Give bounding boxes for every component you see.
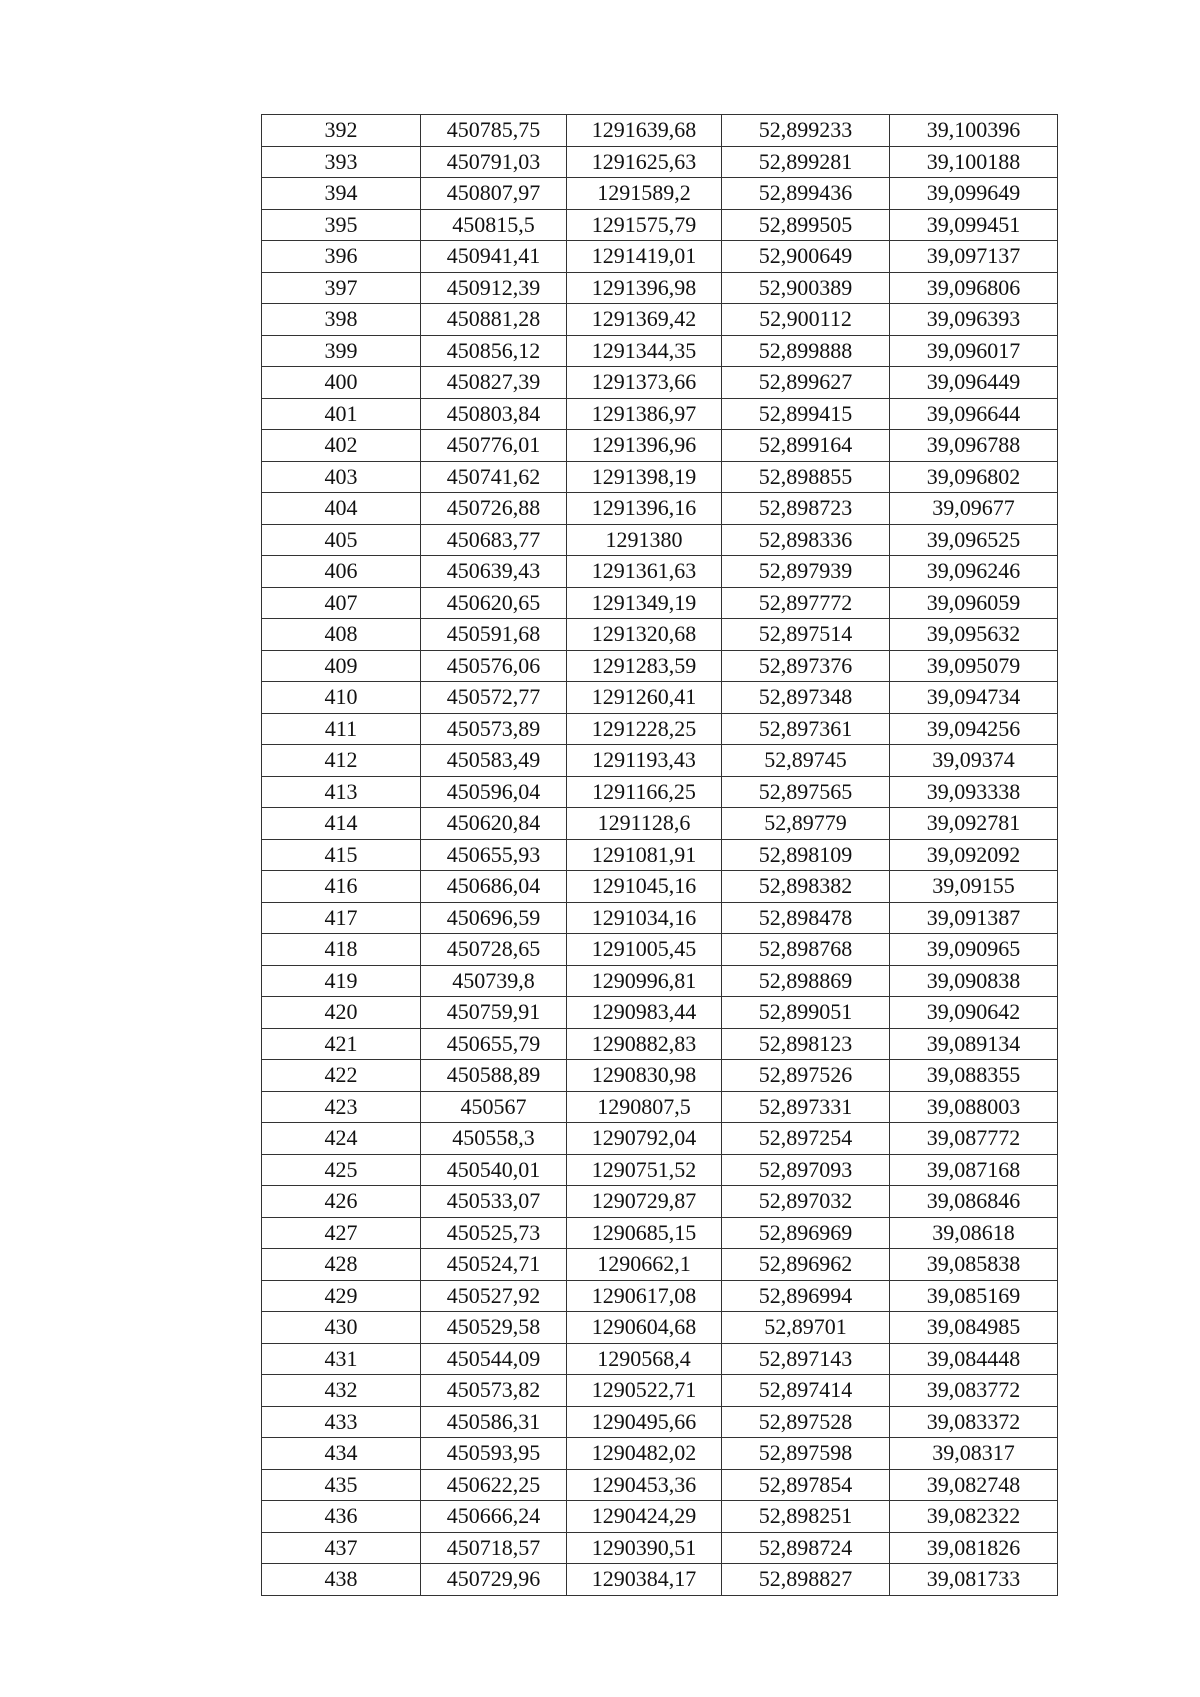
y-coordinate-cell: 1290617,08 — [567, 1280, 722, 1312]
longitude-cell: 39,081733 — [890, 1564, 1058, 1596]
latitude-cell: 52,899888 — [722, 335, 890, 367]
x-coordinate-cell: 450529,58 — [421, 1312, 567, 1344]
point-number-cell: 398 — [262, 304, 421, 336]
latitude-cell: 52,899505 — [722, 209, 890, 241]
latitude-cell: 52,897376 — [722, 650, 890, 682]
point-number-cell: 435 — [262, 1469, 421, 1501]
longitude-cell: 39,096525 — [890, 524, 1058, 556]
longitude-cell: 39,097137 — [890, 241, 1058, 273]
table-row — [262, 997, 1058, 1029]
longitude-cell: 39,095632 — [890, 619, 1058, 651]
point-number-cell: 414 — [262, 808, 421, 840]
point-number-cell: 422 — [262, 1060, 421, 1092]
table-row — [262, 1280, 1058, 1312]
x-coordinate-cell: 450683,77 — [421, 524, 567, 556]
latitude-cell: 52,898123 — [722, 1028, 890, 1060]
x-coordinate-cell: 450558,3 — [421, 1123, 567, 1155]
y-coordinate-cell: 1291034,16 — [567, 902, 722, 934]
point-number-cell: 413 — [262, 776, 421, 808]
x-coordinate-cell: 450596,04 — [421, 776, 567, 808]
x-coordinate-cell: 450620,84 — [421, 808, 567, 840]
point-number-cell: 412 — [262, 745, 421, 777]
longitude-cell: 39,082748 — [890, 1469, 1058, 1501]
latitude-cell: 52,899164 — [722, 430, 890, 462]
table-row — [262, 1154, 1058, 1186]
longitude-cell: 39,087772 — [890, 1123, 1058, 1155]
y-coordinate-cell: 1290604,68 — [567, 1312, 722, 1344]
table-row — [262, 587, 1058, 619]
point-number-cell: 409 — [262, 650, 421, 682]
longitude-cell: 39,087168 — [890, 1154, 1058, 1186]
point-number-cell: 432 — [262, 1375, 421, 1407]
y-coordinate-cell: 1290996,81 — [567, 965, 722, 997]
y-coordinate-cell: 1291380 — [567, 524, 722, 556]
y-coordinate-cell: 1291419,01 — [567, 241, 722, 273]
x-coordinate-cell: 450567 — [421, 1091, 567, 1123]
table-row — [262, 1123, 1058, 1155]
x-coordinate-cell: 450729,96 — [421, 1564, 567, 1596]
longitude-cell: 39,096017 — [890, 335, 1058, 367]
table-row — [262, 272, 1058, 304]
latitude-cell: 52,898723 — [722, 493, 890, 525]
table-row — [262, 1469, 1058, 1501]
x-coordinate-cell: 450827,39 — [421, 367, 567, 399]
point-number-cell: 423 — [262, 1091, 421, 1123]
y-coordinate-cell: 1291639,68 — [567, 115, 722, 147]
longitude-cell: 39,099451 — [890, 209, 1058, 241]
x-coordinate-cell: 450728,65 — [421, 934, 567, 966]
point-number-cell: 393 — [262, 146, 421, 178]
x-coordinate-cell: 450620,65 — [421, 587, 567, 619]
point-number-cell: 404 — [262, 493, 421, 525]
x-coordinate-cell: 450524,71 — [421, 1249, 567, 1281]
latitude-cell: 52,89779 — [722, 808, 890, 840]
longitude-cell: 39,093338 — [890, 776, 1058, 808]
longitude-cell: 39,09155 — [890, 871, 1058, 903]
point-number-cell: 438 — [262, 1564, 421, 1596]
point-number-cell: 419 — [262, 965, 421, 997]
latitude-cell: 52,898336 — [722, 524, 890, 556]
point-number-cell: 399 — [262, 335, 421, 367]
point-number-cell: 437 — [262, 1532, 421, 1564]
latitude-cell: 52,897414 — [722, 1375, 890, 1407]
y-coordinate-cell: 1290384,17 — [567, 1564, 722, 1596]
y-coordinate-cell: 1291349,19 — [567, 587, 722, 619]
x-coordinate-cell: 450586,31 — [421, 1406, 567, 1438]
x-coordinate-cell: 450741,62 — [421, 461, 567, 493]
x-coordinate-cell: 450856,12 — [421, 335, 567, 367]
point-number-cell: 418 — [262, 934, 421, 966]
latitude-cell: 52,89745 — [722, 745, 890, 777]
table-row — [262, 1312, 1058, 1344]
longitude-cell: 39,08618 — [890, 1217, 1058, 1249]
point-number-cell: 430 — [262, 1312, 421, 1344]
y-coordinate-cell: 1291625,63 — [567, 146, 722, 178]
point-number-cell: 401 — [262, 398, 421, 430]
point-number-cell: 415 — [262, 839, 421, 871]
y-coordinate-cell: 1291373,66 — [567, 367, 722, 399]
longitude-cell: 39,09374 — [890, 745, 1058, 777]
longitude-cell: 39,096449 — [890, 367, 1058, 399]
point-number-cell: 396 — [262, 241, 421, 273]
point-number-cell: 421 — [262, 1028, 421, 1060]
latitude-cell: 52,898869 — [722, 965, 890, 997]
latitude-cell: 52,899233 — [722, 115, 890, 147]
y-coordinate-cell: 1291386,97 — [567, 398, 722, 430]
table-row — [262, 367, 1058, 399]
point-number-cell: 402 — [262, 430, 421, 462]
table-row — [262, 902, 1058, 934]
x-coordinate-cell: 450739,8 — [421, 965, 567, 997]
latitude-cell: 52,900649 — [722, 241, 890, 273]
latitude-cell: 52,896994 — [722, 1280, 890, 1312]
y-coordinate-cell: 1291045,16 — [567, 871, 722, 903]
point-number-cell: 434 — [262, 1438, 421, 1470]
x-coordinate-cell: 450588,89 — [421, 1060, 567, 1092]
table-row — [262, 493, 1058, 525]
latitude-cell: 52,897854 — [722, 1469, 890, 1501]
table-row — [262, 1406, 1058, 1438]
y-coordinate-cell: 1290807,5 — [567, 1091, 722, 1123]
latitude-cell: 52,900389 — [722, 272, 890, 304]
table-row — [262, 1060, 1058, 1092]
longitude-cell: 39,08317 — [890, 1438, 1058, 1470]
table-row — [262, 1091, 1058, 1123]
latitude-cell: 52,897143 — [722, 1343, 890, 1375]
y-coordinate-cell: 1290482,02 — [567, 1438, 722, 1470]
latitude-cell: 52,898827 — [722, 1564, 890, 1596]
point-number-cell: 400 — [262, 367, 421, 399]
table-row — [262, 839, 1058, 871]
latitude-cell: 52,896969 — [722, 1217, 890, 1249]
latitude-cell: 52,898768 — [722, 934, 890, 966]
x-coordinate-cell: 450593,95 — [421, 1438, 567, 1470]
table-row — [262, 1564, 1058, 1596]
table-row — [262, 1217, 1058, 1249]
latitude-cell: 52,899415 — [722, 398, 890, 430]
latitude-cell: 52,897093 — [722, 1154, 890, 1186]
longitude-cell: 39,096059 — [890, 587, 1058, 619]
y-coordinate-cell: 1291005,45 — [567, 934, 722, 966]
table-row — [262, 808, 1058, 840]
latitude-cell: 52,897939 — [722, 556, 890, 588]
point-number-cell: 408 — [262, 619, 421, 651]
x-coordinate-cell: 450527,92 — [421, 1280, 567, 1312]
x-coordinate-cell: 450572,77 — [421, 682, 567, 714]
y-coordinate-cell: 1291166,25 — [567, 776, 722, 808]
latitude-cell: 52,898724 — [722, 1532, 890, 1564]
longitude-cell: 39,096802 — [890, 461, 1058, 493]
table-row — [262, 241, 1058, 273]
table-row — [262, 1343, 1058, 1375]
x-coordinate-cell: 450544,09 — [421, 1343, 567, 1375]
latitude-cell: 52,897526 — [722, 1060, 890, 1092]
latitude-cell: 52,898382 — [722, 871, 890, 903]
latitude-cell: 52,899281 — [722, 146, 890, 178]
longitude-cell: 39,094734 — [890, 682, 1058, 714]
latitude-cell: 52,898855 — [722, 461, 890, 493]
table-row — [262, 1375, 1058, 1407]
y-coordinate-cell: 1290685,15 — [567, 1217, 722, 1249]
y-coordinate-cell: 1290751,52 — [567, 1154, 722, 1186]
longitude-cell: 39,092781 — [890, 808, 1058, 840]
y-coordinate-cell: 1291575,79 — [567, 209, 722, 241]
longitude-cell: 39,085169 — [890, 1280, 1058, 1312]
y-coordinate-cell: 1290830,98 — [567, 1060, 722, 1092]
x-coordinate-cell: 450583,49 — [421, 745, 567, 777]
latitude-cell: 52,897598 — [722, 1438, 890, 1470]
y-coordinate-cell: 1291361,63 — [567, 556, 722, 588]
table-row — [262, 1249, 1058, 1281]
y-coordinate-cell: 1290662,1 — [567, 1249, 722, 1281]
y-coordinate-cell: 1291320,68 — [567, 619, 722, 651]
x-coordinate-cell: 450525,73 — [421, 1217, 567, 1249]
point-number-cell: 410 — [262, 682, 421, 714]
longitude-cell: 39,082322 — [890, 1501, 1058, 1533]
latitude-cell: 52,897254 — [722, 1123, 890, 1155]
latitude-cell: 52,89701 — [722, 1312, 890, 1344]
latitude-cell: 52,897772 — [722, 587, 890, 619]
y-coordinate-cell: 1291396,16 — [567, 493, 722, 525]
point-number-cell: 420 — [262, 997, 421, 1029]
table-row — [262, 934, 1058, 966]
y-coordinate-cell: 1290390,51 — [567, 1532, 722, 1564]
point-number-cell: 428 — [262, 1249, 421, 1281]
table-row — [262, 335, 1058, 367]
x-coordinate-cell: 450881,28 — [421, 304, 567, 336]
x-coordinate-cell: 450912,39 — [421, 272, 567, 304]
longitude-cell: 39,090642 — [890, 997, 1058, 1029]
table-row — [262, 745, 1058, 777]
longitude-cell: 39,090838 — [890, 965, 1058, 997]
table-row — [262, 1028, 1058, 1060]
x-coordinate-cell: 450815,5 — [421, 209, 567, 241]
longitude-cell: 39,096393 — [890, 304, 1058, 336]
point-number-cell: 431 — [262, 1343, 421, 1375]
longitude-cell: 39,092092 — [890, 839, 1058, 871]
x-coordinate-cell: 450639,43 — [421, 556, 567, 588]
longitude-cell: 39,089134 — [890, 1028, 1058, 1060]
longitude-cell: 39,100188 — [890, 146, 1058, 178]
table-row — [262, 146, 1058, 178]
table-row — [262, 461, 1058, 493]
point-number-cell: 406 — [262, 556, 421, 588]
y-coordinate-cell: 1291589,2 — [567, 178, 722, 210]
longitude-cell: 39,096246 — [890, 556, 1058, 588]
point-number-cell: 416 — [262, 871, 421, 903]
table-row — [262, 1186, 1058, 1218]
latitude-cell: 52,897331 — [722, 1091, 890, 1123]
longitude-cell: 39,085838 — [890, 1249, 1058, 1281]
longitude-cell: 39,084985 — [890, 1312, 1058, 1344]
longitude-cell: 39,090965 — [890, 934, 1058, 966]
longitude-cell: 39,086846 — [890, 1186, 1058, 1218]
y-coordinate-cell: 1290882,83 — [567, 1028, 722, 1060]
longitude-cell: 39,096806 — [890, 272, 1058, 304]
y-coordinate-cell: 1291396,96 — [567, 430, 722, 462]
x-coordinate-cell: 450785,75 — [421, 115, 567, 147]
point-number-cell: 417 — [262, 902, 421, 934]
y-coordinate-cell: 1290792,04 — [567, 1123, 722, 1155]
coordinates-table — [261, 114, 1058, 1596]
table-row — [262, 650, 1058, 682]
coordinates-table-body — [262, 115, 1058, 1596]
latitude-cell: 52,897032 — [722, 1186, 890, 1218]
table-row — [262, 776, 1058, 808]
longitude-cell: 39,094256 — [890, 713, 1058, 745]
point-number-cell: 395 — [262, 209, 421, 241]
latitude-cell: 52,900112 — [722, 304, 890, 336]
y-coordinate-cell: 1290983,44 — [567, 997, 722, 1029]
latitude-cell: 52,899051 — [722, 997, 890, 1029]
y-coordinate-cell: 1291369,42 — [567, 304, 722, 336]
y-coordinate-cell: 1291396,98 — [567, 272, 722, 304]
table-row — [262, 304, 1058, 336]
point-number-cell: 426 — [262, 1186, 421, 1218]
table-row — [262, 430, 1058, 462]
latitude-cell: 52,897348 — [722, 682, 890, 714]
longitude-cell: 39,100396 — [890, 115, 1058, 147]
table-row — [262, 209, 1058, 241]
point-number-cell: 436 — [262, 1501, 421, 1533]
latitude-cell: 52,897514 — [722, 619, 890, 651]
point-number-cell: 425 — [262, 1154, 421, 1186]
x-coordinate-cell: 450533,07 — [421, 1186, 567, 1218]
table-row — [262, 965, 1058, 997]
point-number-cell: 407 — [262, 587, 421, 619]
x-coordinate-cell: 450696,59 — [421, 902, 567, 934]
y-coordinate-cell: 1291228,25 — [567, 713, 722, 745]
y-coordinate-cell: 1290424,29 — [567, 1501, 722, 1533]
y-coordinate-cell: 1291260,41 — [567, 682, 722, 714]
table-row — [262, 682, 1058, 714]
table-row — [262, 619, 1058, 651]
longitude-cell: 39,096644 — [890, 398, 1058, 430]
point-number-cell: 397 — [262, 272, 421, 304]
latitude-cell: 52,899627 — [722, 367, 890, 399]
table-row — [262, 524, 1058, 556]
longitude-cell: 39,091387 — [890, 902, 1058, 934]
y-coordinate-cell: 1291081,91 — [567, 839, 722, 871]
x-coordinate-cell: 450718,57 — [421, 1532, 567, 1564]
y-coordinate-cell: 1291128,6 — [567, 808, 722, 840]
table-row — [262, 713, 1058, 745]
longitude-cell: 39,09677 — [890, 493, 1058, 525]
latitude-cell: 52,897565 — [722, 776, 890, 808]
latitude-cell: 52,896962 — [722, 1249, 890, 1281]
table-row — [262, 556, 1058, 588]
table-row — [262, 1501, 1058, 1533]
x-coordinate-cell: 450759,91 — [421, 997, 567, 1029]
table-row — [262, 178, 1058, 210]
x-coordinate-cell: 450655,93 — [421, 839, 567, 871]
y-coordinate-cell: 1290729,87 — [567, 1186, 722, 1218]
y-coordinate-cell: 1291344,35 — [567, 335, 722, 367]
latitude-cell: 52,898109 — [722, 839, 890, 871]
longitude-cell: 39,095079 — [890, 650, 1058, 682]
table-row — [262, 1532, 1058, 1564]
point-number-cell: 433 — [262, 1406, 421, 1438]
latitude-cell: 52,897528 — [722, 1406, 890, 1438]
table-row — [262, 871, 1058, 903]
x-coordinate-cell: 450655,79 — [421, 1028, 567, 1060]
longitude-cell: 39,083372 — [890, 1406, 1058, 1438]
latitude-cell: 52,899436 — [722, 178, 890, 210]
longitude-cell: 39,088355 — [890, 1060, 1058, 1092]
x-coordinate-cell: 450622,25 — [421, 1469, 567, 1501]
point-number-cell: 429 — [262, 1280, 421, 1312]
x-coordinate-cell: 450573,89 — [421, 713, 567, 745]
point-number-cell: 392 — [262, 115, 421, 147]
x-coordinate-cell: 450803,84 — [421, 398, 567, 430]
longitude-cell: 39,083772 — [890, 1375, 1058, 1407]
latitude-cell: 52,898478 — [722, 902, 890, 934]
longitude-cell: 39,099649 — [890, 178, 1058, 210]
y-coordinate-cell: 1290568,4 — [567, 1343, 722, 1375]
x-coordinate-cell: 450726,88 — [421, 493, 567, 525]
y-coordinate-cell: 1291398,19 — [567, 461, 722, 493]
x-coordinate-cell: 450591,68 — [421, 619, 567, 651]
point-number-cell: 411 — [262, 713, 421, 745]
point-number-cell: 403 — [262, 461, 421, 493]
x-coordinate-cell: 450791,03 — [421, 146, 567, 178]
longitude-cell: 39,081826 — [890, 1532, 1058, 1564]
x-coordinate-cell: 450576,06 — [421, 650, 567, 682]
table-row — [262, 398, 1058, 430]
point-number-cell: 427 — [262, 1217, 421, 1249]
x-coordinate-cell: 450807,97 — [421, 178, 567, 210]
y-coordinate-cell: 1290453,36 — [567, 1469, 722, 1501]
x-coordinate-cell: 450686,04 — [421, 871, 567, 903]
y-coordinate-cell: 1291193,43 — [567, 745, 722, 777]
point-number-cell: 405 — [262, 524, 421, 556]
point-number-cell: 424 — [262, 1123, 421, 1155]
x-coordinate-cell: 450540,01 — [421, 1154, 567, 1186]
y-coordinate-cell: 1291283,59 — [567, 650, 722, 682]
latitude-cell: 52,897361 — [722, 713, 890, 745]
x-coordinate-cell: 450666,24 — [421, 1501, 567, 1533]
point-number-cell: 394 — [262, 178, 421, 210]
table-row — [262, 1438, 1058, 1470]
x-coordinate-cell: 450776,01 — [421, 430, 567, 462]
y-coordinate-cell: 1290522,71 — [567, 1375, 722, 1407]
longitude-cell: 39,088003 — [890, 1091, 1058, 1123]
longitude-cell: 39,084448 — [890, 1343, 1058, 1375]
longitude-cell: 39,096788 — [890, 430, 1058, 462]
x-coordinate-cell: 450941,41 — [421, 241, 567, 273]
y-coordinate-cell: 1290495,66 — [567, 1406, 722, 1438]
table-row — [262, 115, 1058, 147]
latitude-cell: 52,898251 — [722, 1501, 890, 1533]
x-coordinate-cell: 450573,82 — [421, 1375, 567, 1407]
